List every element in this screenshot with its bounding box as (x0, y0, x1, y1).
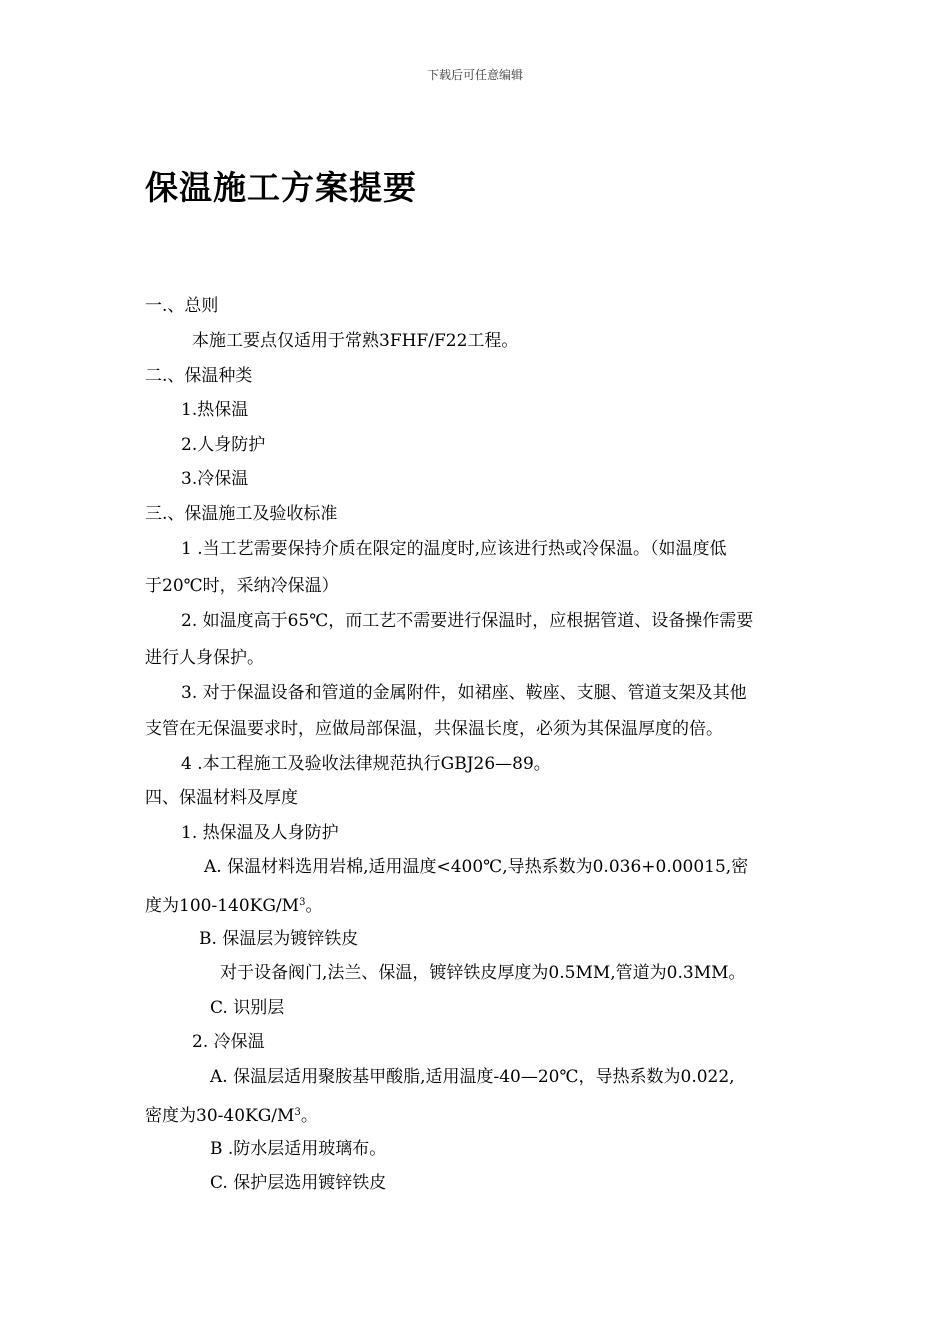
paragraph: B .防水层适用玻璃布。 (210, 1139, 387, 1159)
section-heading-2: 二.、保温种类 (145, 366, 253, 386)
paragraph: 进行人身保护。 (145, 648, 264, 668)
section-heading-1: 一.、总则 (145, 296, 219, 316)
paragraph: 2. 如温度高于65℃，而工艺不需要进行保温时，应根据管道、设备操作需要 (181, 611, 754, 631)
paragraph: 于20℃时，采纳冷保温） (145, 576, 339, 596)
list-item: 1.热保温 (181, 400, 249, 420)
paragraph: 1 .当工艺需要保持介质在限定的温度时,应该进行热或冷保温。（如温度低 (181, 539, 727, 559)
paragraph-with-superscript (145, 891, 322, 918)
document-title: 保温施工方案提要 (145, 168, 417, 207)
density-text: 密度为30-40KG/M (145, 1106, 295, 1126)
period: 。 (305, 896, 323, 916)
page-header: 下载后可任意编辑 (426, 68, 523, 82)
subheading: 2. 冷保温 (192, 1032, 265, 1052)
section-heading-4: 四、保温材料及厚度 (145, 788, 298, 808)
subheading: 1. 热保温及人身防护 (181, 823, 339, 843)
paragraph: 支管在无保温要求时，应做局部保温，共保温长度，必须为其保温厚度的倍。 (145, 719, 723, 739)
paragraph: 4 .本工程施工及验收法律规范执行GBJ26—89。 (181, 754, 551, 774)
paragraph: A. 保温材料选用岩棉,适用温度<400℃,导热系数为0.036+0.00015,密 (204, 857, 749, 877)
paragraph-with-superscript (145, 1101, 318, 1128)
density-text: 度为100-140KG/M (145, 896, 300, 916)
section-heading-3: 三.、保温施工及验收标准 (145, 504, 338, 524)
paragraph: B. 保温层为镀锌铁皮 (199, 929, 359, 949)
paragraph: A. 保温层适用聚胺基甲酸脂,适用温度-40—20℃，导热系数为0.022, (210, 1067, 735, 1087)
paragraph: 本施工要点仅适用于常熟3FHF/F22工程。 (192, 331, 519, 351)
paragraph: 3. 对于保温设备和管道的金属附件，如裙座、鞍座、支腿、管道支架及其他 (181, 683, 747, 703)
list-item: 3.冷保温 (181, 469, 249, 489)
superscript-cubic: 3 (299, 897, 306, 908)
period: 。 (300, 1106, 318, 1126)
list-item: 2.人身防护 (181, 435, 266, 455)
paragraph: 对于设备阀门,法兰、保温，镀锌铁皮厚度为0.5MM,管道为0.3MM。 (220, 963, 746, 983)
paragraph: C. 保护层选用镀锌铁皮 (210, 1173, 387, 1193)
superscript-cubic: 3 (294, 1107, 301, 1118)
paragraph: C. 识别层 (210, 998, 285, 1018)
